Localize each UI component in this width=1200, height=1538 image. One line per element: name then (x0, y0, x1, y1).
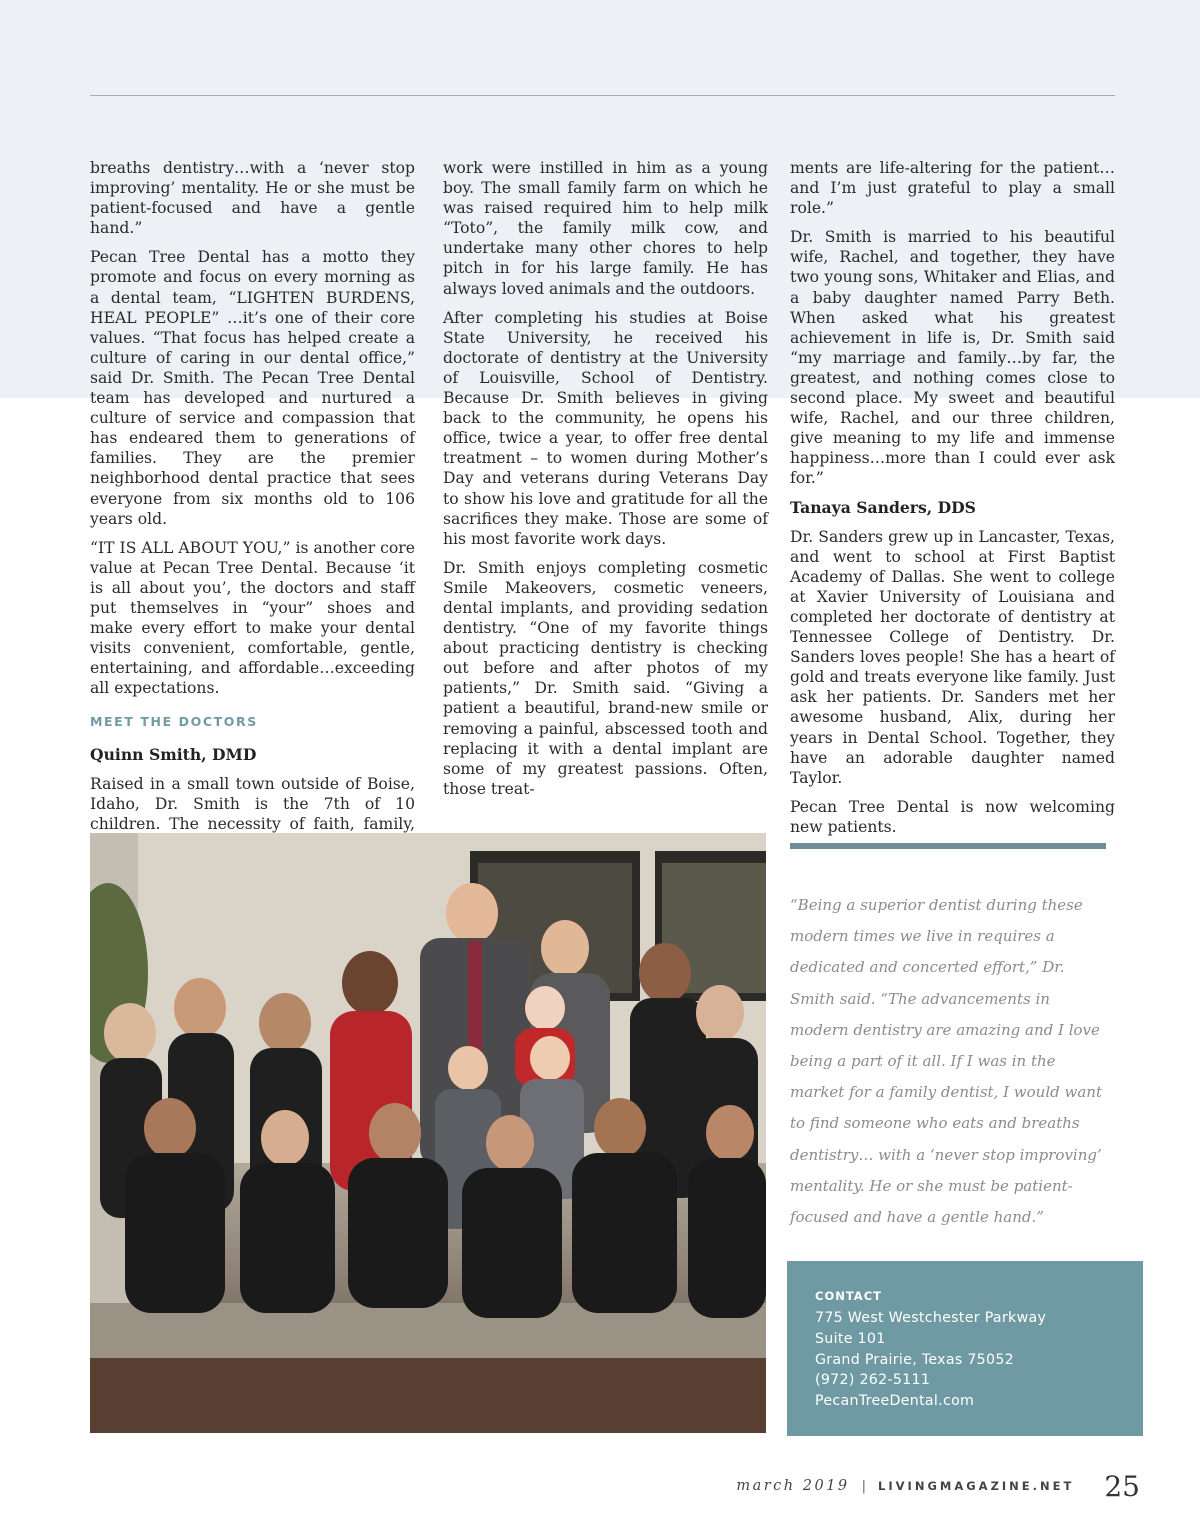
paragraph: After completing his studies at Boise State University, he received his doctorate of dentistry at the University of Louisville, School of Dentistry. Because Dr. Smith believes in giving back to the community, he opens his office, twice a year, to offer free dental treatment – to women during Mother’s Day and veterans during Veterans Day to show his love and gratitude for all the sacrifices they make. Those are some of his most favorite work days. (443, 308, 768, 548)
article-column-3 (790, 158, 1115, 846)
article-column-2 (443, 158, 768, 808)
contact-label: CONTACT (815, 1289, 882, 1303)
doctor-name-heading: Tanaya Sanders, DDS (790, 497, 976, 517)
pull-quote-rule (790, 843, 1106, 849)
paragraph: ments are life-altering for the patient…and I’m just grateful to play a small role.” (790, 159, 1115, 218)
contact-address-line-1: 775 West Westchester Parkway (815, 1310, 1047, 1326)
paragraph: Pecan Tree Dental is now welcoming new patients. (790, 797, 1115, 836)
contact-phone[interactable]: (972) 262-5111 (815, 1372, 931, 1389)
article-column-1 (90, 158, 415, 863)
top-divider (90, 95, 1115, 96)
paragraph: Dr. Sanders grew up in Lancaster, Texas, and went to school at First Baptist Academy of Dallas. She went to college at Xavier University of Louisiana and completed her doctorate of dentistry at Tennessee College of Dentistry. Dr. Sanders loves people! She has a heart of gold and treats everyone like family. Just ask her patients. Dr. Sanders met her awesome husband, Alix, during her years in Dental School. Together, they have an adorable daughter named Taylor. (790, 527, 1115, 787)
footer-separator: | (861, 1478, 867, 1494)
section-heading: MEET THE DOCTORS (90, 714, 258, 730)
pull-quote: “Being a superior dentist during these modern times we live in requires a dedicated and concerted effort,” Dr. Smith said. “The advancements in modern dentistry are amazing and I love being a part of it all. If I was in the market for a family dentist, I would want to find someone who eats and breaths dentistry… with a ‘never stop improving’ mentality. He or she must be patient-focused and have a gentle hand.” (790, 896, 1102, 1227)
page-number: 25 (1104, 1469, 1140, 1503)
page-footer (736, 1466, 1140, 1506)
paragraph: work were instilled in him as a young boy. The small family farm on which he was raised required him to help milk “Toto”, the family milk cow, and undertake many other chores to help pitch in for his large family. He has always loved animals and the outdoors. (443, 159, 768, 298)
paragraph: Raised in a small town outside of Boise, Idaho, Dr. Smith is the 7th of 10 children. The necessity of faith, family, (90, 774, 415, 833)
contact-address-line-2: Suite 101 (815, 1330, 886, 1347)
paragraph: Dr. Smith is married to his beautiful wife, Rachel, and together, they have two young sons, Whitaker and Elias, and a baby daughter named Parry Beth. When asked what his greatest achievement in life is, Dr. Smith said “my marriage and family…by far, the greatest, and nothing comes close to second place. My sweet and beautiful wife, Rachel, and our three children, give meaning to my life and immense happiness…more than I could ever ask for.” (790, 228, 1115, 488)
contact-box (787, 1261, 1143, 1436)
doctor-name-heading: Quinn Smith, DMD (90, 744, 257, 764)
issue-date: march 2019 (736, 1478, 850, 1494)
paragraph: breaths dentistry…with a ‘never stop improving’ mentality. He or she must be patient-focused and have a gentle hand.” (90, 159, 415, 238)
paragraph: Dr. Smith enjoys completing cosmetic Smile Makeovers, cosmetic veneers, dental implants, and providing sedation dentistry. “One of my favorite things about practicing dentistry is checking out before and after photos of my patients,” Dr. Smith said. “Giving a patient a beautiful, brand-new smile or removing a painful, abscessed tooth and replacing it with a dental implant are some of my greatest passions. Often, those treat- (443, 558, 768, 798)
contact-city: Grand Prairie, Texas 75052 (815, 1351, 1014, 1368)
paragraph: “IT IS ALL ABOUT YOU,” is another core value at Pecan Tree Dental. Because ‘it is all about you’, the doctors and staff put themselves in “your” shoes and make every effort to make your dental visits convenient, comfortable, gentle, entertaining, and affordable…exceeding all expectations. (90, 538, 415, 698)
contact-website-link[interactable]: PecanTreeDental.com (815, 1393, 975, 1410)
magazine-website[interactable]: LIVINGMAGAZINE.NET (878, 1479, 1075, 1493)
team-group-photo (90, 833, 766, 1433)
paragraph: Pecan Tree Dental has a motto they promote and focus on every morning as a dental team, “LIGHTEN BURDENS, HEAL PEOPLE” …it’s one of their core values. “That focus has helped create a culture of caring in our dental office,” said Dr. Smith. The Pecan Tree Dental team has developed and nurtured a culture of service and compassion that has endeared them to generations of families. They are the premier neighborhood dental practice that sees everyone from six months old to 106 years old. (90, 248, 415, 528)
